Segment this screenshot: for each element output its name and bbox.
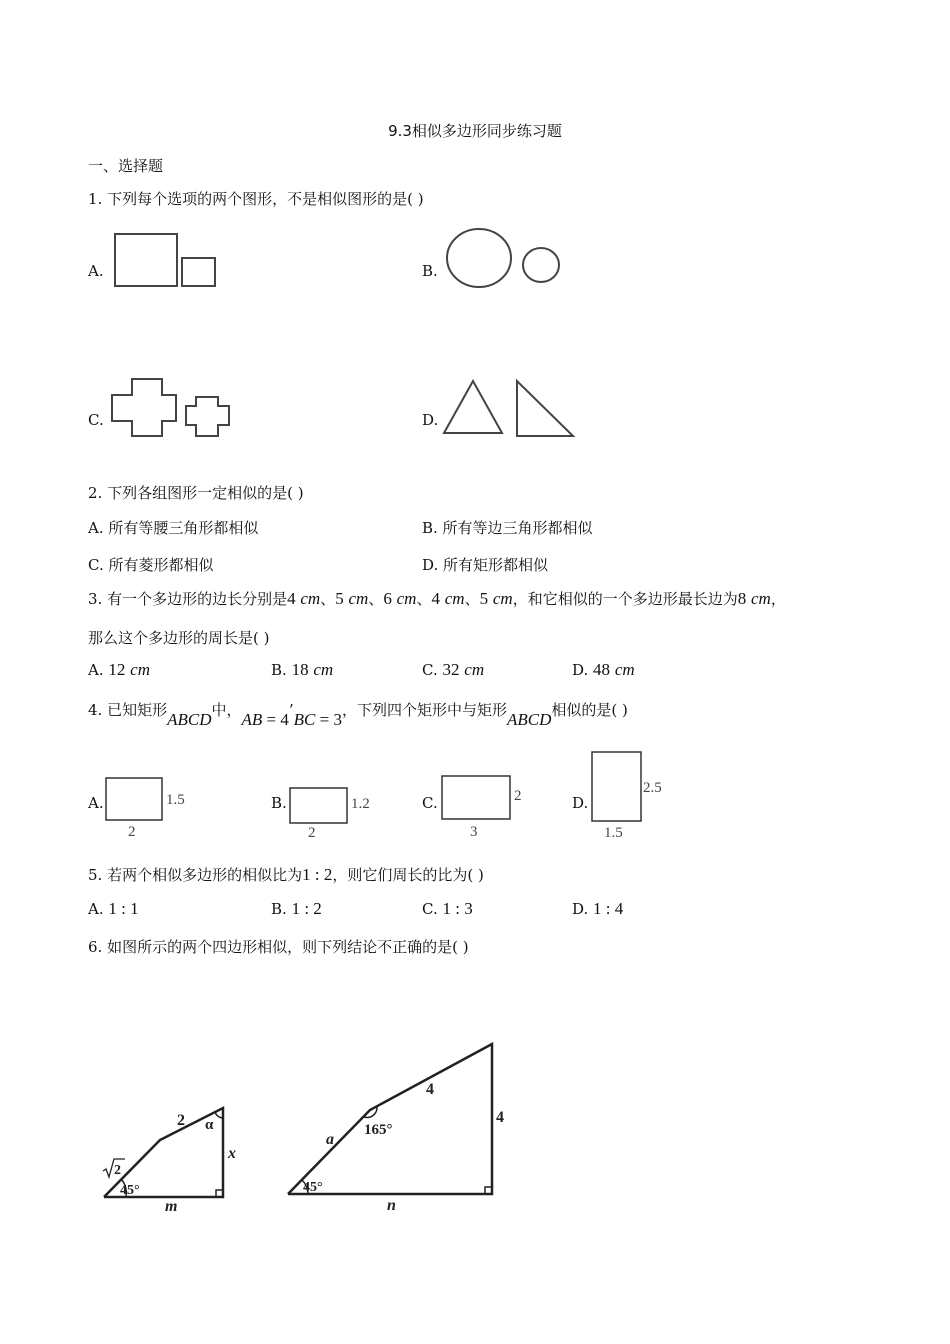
q3-separator: 、 bbox=[320, 590, 336, 608]
side-label: 4 bbox=[496, 1109, 504, 1126]
q5-text: ，则它们周长的比为( ) bbox=[332, 866, 484, 884]
q6-large-quadrilateral bbox=[280, 1038, 530, 1218]
option-label: D. bbox=[572, 661, 589, 679]
side-label: 1.5 bbox=[166, 792, 185, 808]
q3-side: 4 bbox=[431, 589, 440, 608]
q5-option-c bbox=[422, 899, 473, 919]
q3-option-b bbox=[271, 660, 333, 680]
q4-option-b-label: B. bbox=[271, 794, 287, 812]
q5-ratio: 1 : 2 bbox=[302, 865, 333, 884]
q4-option-a-figure bbox=[100, 770, 200, 842]
q4-option-a-label: A. bbox=[88, 794, 104, 812]
option-unit: cm bbox=[614, 660, 635, 679]
q4-rect-name: ABCD bbox=[507, 710, 552, 729]
angle-label: 165° bbox=[364, 1122, 393, 1138]
q3-comma: ， bbox=[770, 590, 786, 608]
side-label: 2 bbox=[177, 1112, 185, 1129]
q4-text: 相似的是( ) bbox=[551, 701, 628, 719]
q4-ab-value: = 4 bbox=[266, 710, 289, 729]
q3-unit: cm bbox=[300, 589, 321, 608]
sqrt-label: 2 bbox=[114, 1163, 121, 1178]
q4-text: ，下列四个矩形中与矩形 bbox=[341, 701, 507, 719]
bottom-label: 2 bbox=[308, 825, 316, 841]
q4-text: 4. 已知矩形 bbox=[88, 701, 168, 719]
q4-option-d-label: D. bbox=[572, 794, 589, 812]
question-1: 1. 下列每个选项的两个图形，不是相似图形的是( ) bbox=[88, 190, 424, 208]
question-6: 6. 如图所示的两个四边形相似，则下列结论不正确的是( ) bbox=[88, 938, 469, 956]
option-value: 18 bbox=[291, 660, 309, 679]
q3-separator: 、 bbox=[368, 590, 384, 608]
a-label: a bbox=[326, 1131, 334, 1148]
quadrilateral-outline bbox=[288, 1044, 492, 1194]
q1-option-a-figure bbox=[110, 230, 225, 295]
alpha-label: α bbox=[205, 1117, 214, 1133]
option-value: 1 : 4 bbox=[593, 899, 624, 918]
q1-option-b-figure bbox=[440, 225, 570, 293]
small-square bbox=[182, 258, 215, 286]
side-label: 2.5 bbox=[643, 780, 662, 796]
q4-option-c-figure bbox=[436, 770, 536, 842]
x-label: x bbox=[228, 1145, 236, 1162]
q5-option-a bbox=[88, 899, 139, 919]
q3-side: 6 bbox=[383, 589, 392, 608]
q4-bc-name: BC bbox=[293, 710, 316, 729]
question-2: 2. 下列各组图形一定相似的是( ) bbox=[88, 484, 304, 502]
q5-option-d bbox=[572, 899, 623, 919]
rectangle bbox=[442, 776, 510, 819]
option-label: C. bbox=[422, 661, 438, 679]
option-value: 48 bbox=[593, 660, 611, 679]
option-value: 12 bbox=[108, 660, 126, 679]
q3-unit: cm bbox=[348, 589, 369, 608]
large-circle bbox=[447, 229, 511, 287]
rectangle bbox=[106, 778, 162, 820]
small-cross bbox=[186, 397, 229, 436]
q3-prefix: 3. 有一个多边形的边长分别是 bbox=[88, 590, 288, 608]
q4-option-d-figure bbox=[586, 746, 686, 842]
q5-option-b bbox=[271, 899, 322, 919]
q2-option-a: A. 所有等腰三角形都相似 bbox=[88, 519, 259, 537]
q3-unit: cm bbox=[396, 589, 417, 608]
question-3-line-1 bbox=[88, 588, 786, 609]
q2-option-c: C. 所有菱形都相似 bbox=[88, 556, 214, 574]
q1-option-b-label: B. bbox=[422, 262, 438, 280]
n-label: n bbox=[387, 1197, 396, 1214]
question-4: 4. 已知矩形ABCD中，AB = 4’BC = 3，下列四个矩形中与矩形ABCD相似的是( ) bbox=[88, 701, 628, 729]
large-cross bbox=[112, 379, 176, 436]
q4-bc-value: = 3 bbox=[319, 710, 342, 729]
option-label: A. bbox=[88, 900, 104, 918]
q3-option-d bbox=[572, 660, 635, 680]
q2-option-b: B. 所有等边三角形都相似 bbox=[422, 519, 593, 537]
question-5 bbox=[88, 864, 484, 885]
question-3-line-2: 那么这个多边形的周长是( ) bbox=[88, 629, 270, 647]
q6-small-quadrilateral bbox=[95, 1095, 255, 1220]
q3-side: 5 bbox=[479, 589, 489, 608]
q4-option-c-label: C. bbox=[422, 794, 438, 812]
q4-ab-name: AB bbox=[241, 710, 263, 729]
q1-option-d-label: D. bbox=[422, 411, 439, 429]
side-label: 1.2 bbox=[351, 796, 370, 812]
q4-text: 中， bbox=[211, 701, 242, 719]
option-label: B. bbox=[271, 661, 287, 679]
side-label: 2 bbox=[514, 788, 522, 804]
equilateral-triangle bbox=[444, 381, 502, 433]
q3-unit: cm bbox=[751, 589, 771, 608]
q3-separator: 、 bbox=[464, 590, 480, 608]
bottom-label: 2 bbox=[128, 824, 136, 840]
option-unit: cm bbox=[313, 660, 334, 679]
q3-option-c bbox=[422, 660, 484, 680]
side-label: 4 bbox=[426, 1081, 434, 1098]
q5-text: 5. 若两个相似多边形的相似比为 bbox=[88, 866, 303, 884]
q1-option-d-figure bbox=[440, 375, 580, 441]
rectangle bbox=[592, 752, 641, 821]
q4-option-b-figure bbox=[284, 780, 384, 842]
option-value: 1 : 3 bbox=[442, 899, 473, 918]
angle-label: 45° bbox=[120, 1183, 140, 1198]
bottom-label: 3 bbox=[470, 824, 478, 840]
option-value: 1 : 2 bbox=[291, 899, 322, 918]
rectangle bbox=[290, 788, 347, 823]
q1-option-a-label: A. bbox=[88, 262, 104, 280]
q3-middle-text: ，和它相似的一个多边形最长边为 bbox=[512, 590, 738, 608]
option-label: C. bbox=[422, 900, 438, 918]
option-unit: cm bbox=[130, 660, 150, 679]
option-unit: cm bbox=[464, 660, 485, 679]
option-value: 32 bbox=[442, 660, 460, 679]
q1-option-c-figure bbox=[108, 375, 238, 441]
right-triangle bbox=[517, 381, 573, 436]
q3-longest-side: 8 bbox=[737, 589, 747, 608]
section-heading: 一、选择题 bbox=[88, 157, 164, 175]
small-circle bbox=[523, 248, 559, 282]
page-title: 9.3相似多边形同步练习题 bbox=[388, 122, 562, 140]
option-label: D. bbox=[572, 900, 589, 918]
m-label: m bbox=[165, 1198, 178, 1215]
angle-label: 45° bbox=[303, 1180, 323, 1195]
q1-option-c-label: C. bbox=[88, 411, 104, 429]
q3-separator: 、 bbox=[416, 590, 432, 608]
option-label: A. bbox=[88, 661, 104, 679]
option-value: 1 : 1 bbox=[108, 899, 139, 918]
q3-unit: cm bbox=[444, 589, 465, 608]
q3-side: 4 bbox=[287, 589, 296, 608]
q3-unit: cm bbox=[492, 589, 513, 608]
large-square bbox=[115, 234, 177, 286]
q3-side: 5 bbox=[335, 589, 344, 608]
q4-rect-name: ABCD bbox=[167, 710, 212, 729]
option-label: B. bbox=[271, 900, 287, 918]
bottom-label: 1.5 bbox=[604, 825, 623, 841]
q2-option-d: D. 所有矩形都相似 bbox=[422, 556, 549, 574]
q3-option-a bbox=[88, 660, 150, 680]
